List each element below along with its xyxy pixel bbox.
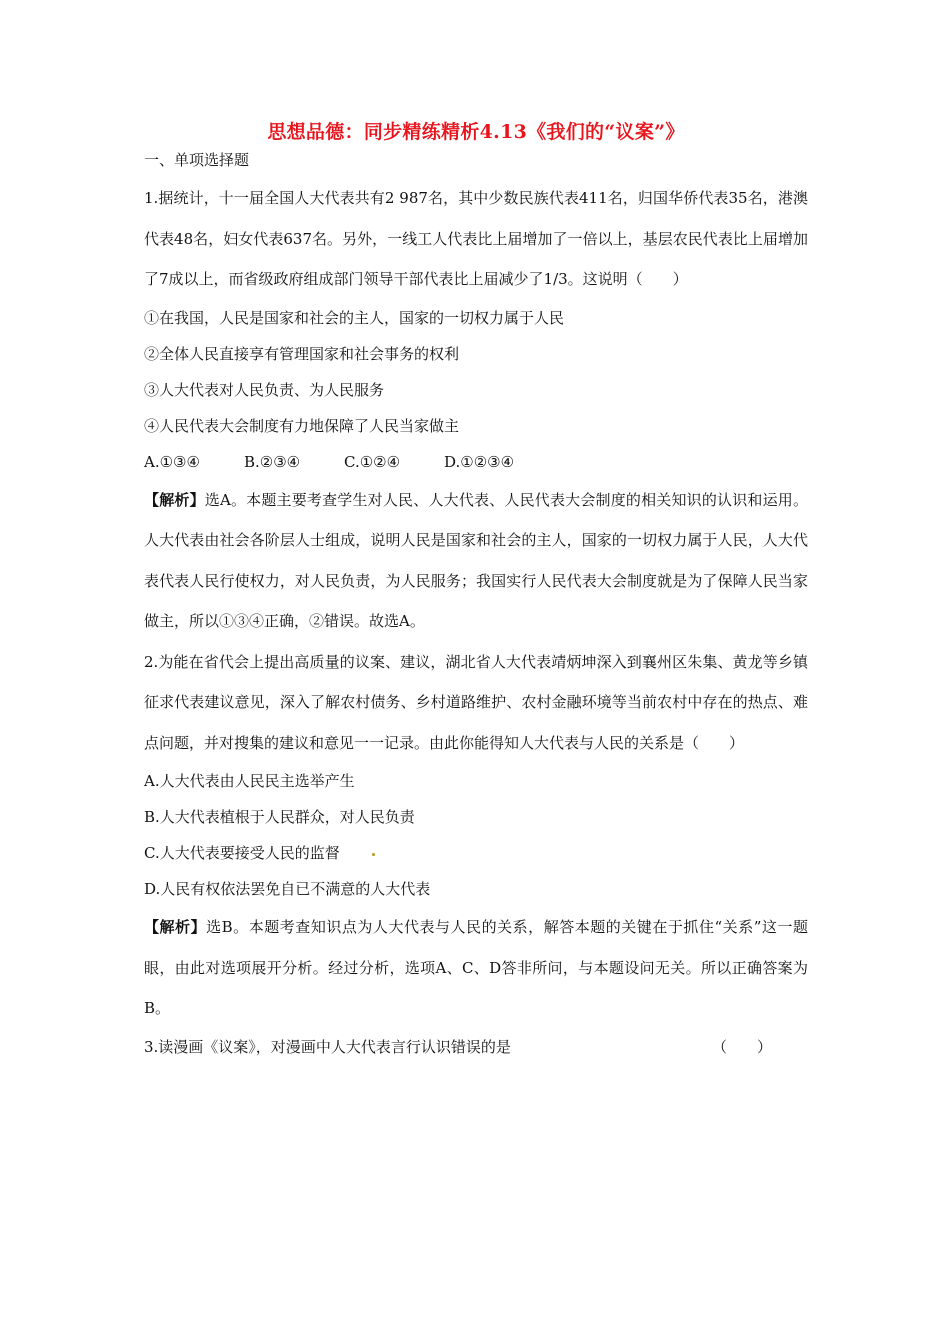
- question-1-choice-c: C.①②④: [344, 452, 401, 471]
- question-3-stem-row: [144, 1029, 808, 1065]
- question-1-statement-3: ③人大代表对人民负责、为人民服务: [144, 380, 385, 399]
- analysis-text: 选A。本题主要考查学生对人民、人大代表、人民代表大会制度的相关知识的认识和运用。人大代表由社会各阶层人士组成，说明人民是国家和社会的主人，国家的一切权力属于人民，人大代表代表人民行使权力，对人民负责，为人民服务；我国实行人民代表大会制度就是为了保障人民当家做主，所以①③④正确，②错误。故选A。: [144, 490, 808, 630]
- document-title: 思想品德：同步精练精析4.13《我们的“议案”》: [267, 121, 685, 143]
- analysis-tag: 【解析】: [144, 918, 207, 936]
- question-2-option-b: B.人大代表植根于人民群众，对人民负责: [144, 808, 415, 826]
- question-1-choice-a: A.①③④: [144, 452, 200, 471]
- question-1-stem: 1.据统计，十一届全国人大代表共有2 987名，其中少数民族代表411名，归国华侨代表35名，港澳代表48名，妇女代表637名。另外，一线工人代表比上届增加了一倍以上，基层农民代表比上届增加了7成以上，而省级政府组成部门领导干部代表比上届减少了1/3。这说明（ ）: [144, 189, 808, 288]
- question-2-option-a: A.人大代表由人民民主选举产生: [144, 772, 355, 790]
- question-3-stem: 3.读漫画《议案》，对漫画中人大代表言行认识错误的是: [144, 1037, 511, 1056]
- question-3-answer-blank: （ ）: [712, 1037, 773, 1056]
- question-2-option-c-row: [144, 835, 808, 871]
- question-1-statement-1: ①在我国，人民是国家和社会的主人，国家的一切权力属于人民: [144, 308, 565, 327]
- question-1-choice-d: D.①②③④: [444, 452, 515, 471]
- question-1-statement-2: ②全体人民直接享有管理国家和社会事务的权利: [144, 344, 460, 363]
- document-page: [144, 118, 808, 1065]
- question-2-stem: 2.为能在省代会上提出高质量的议案、建议，湖北省人大代表靖炳坤深入到襄州区朱集、黄龙等乡镇征求代表建议意见，深入了解农村债务、乡村道路维护、农村金融环境等当前农村中存在的热点、难点问题，并对搜集的建议和意见一一记录。由此你能得知人大代表与人民的关系是（ ）: [144, 652, 808, 752]
- analysis-tag: 【解析】: [144, 490, 205, 509]
- section-heading: 一、单项选择题: [144, 151, 250, 169]
- stray-dot: [372, 853, 375, 856]
- question-2-option-c: C.人大代表要接受人民的监督: [144, 844, 340, 862]
- question-1-statement-4: ④人民代表大会制度有力地保障了人民当家做主: [144, 416, 460, 435]
- question-1-choices: [144, 444, 808, 480]
- question-1-analysis: [144, 480, 808, 642]
- question-2-analysis: [144, 907, 808, 1029]
- analysis-text: 选B。本题考查知识点为人大代表与人民的关系，解答本题的关键在于抓住“关系”这一题眼，由此对选项展开分析。经过分析，选项A、C、D答非所问，与本题设问无关。所以正确答案为B。: [144, 918, 808, 1017]
- question-1-choice-b: B.②③④: [244, 452, 301, 471]
- question-2-option-d: D.人民有权依法罢免自已不满意的人大代表: [144, 880, 431, 898]
